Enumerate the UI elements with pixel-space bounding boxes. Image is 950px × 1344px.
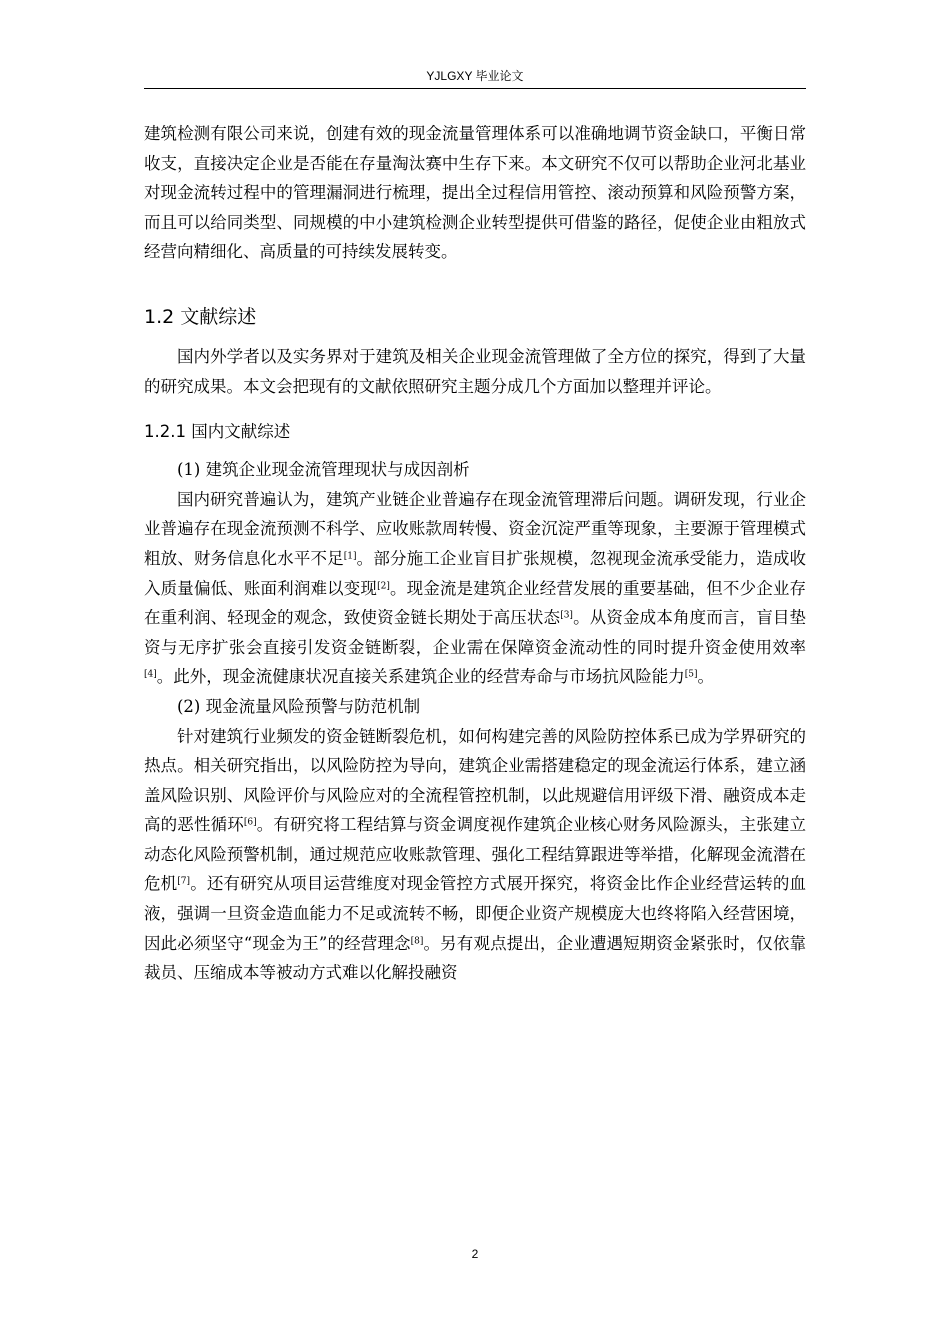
text-run: 。另有观点提出，企业遭遇短期资金紧张时，仅依靠裁员、压缩成本等被动方式难以化解投融资	[144, 933, 806, 983]
citation-ref-3: [3]	[560, 610, 573, 621]
subsection-heading-1-2-1: 1.2.1 国内文献综述	[144, 422, 291, 442]
page-number: 2	[471, 1247, 479, 1261]
body-text	[144, 119, 806, 988]
text-run: 。有研究将工程结算与资金调度视作建筑企业核心财务风险源头，主张建立动态化风险预警机制，通过规范应收账款管理、强化工程结算跟进等举措，化解现金流潜在危机	[144, 815, 807, 894]
citation-ref-6: [6]	[243, 817, 257, 828]
text-run: 。部分施工企业盲目扩张规模，忽视现金流承受能力，造成收入质量偏低、账面利润难以变现	[144, 548, 807, 598]
text-run: 。	[697, 667, 714, 687]
paragraph-topic-1	[144, 485, 806, 692]
citation-ref-8: [8]	[410, 936, 424, 947]
paragraph-intro-continued: 建筑检测有限公司来说，创建有效的现金流量管理体系可以准确地调节资金缺口，平衡日常收支，直接决定企业是否能在存量淘汰赛中生存下来。本文研究不仅可以帮助企业河北基业对现金流转过程中的管理漏洞进行梳理，提出全过程信用管控、滚动预算和风险预警方案，而且可以给同类型、同规模的中小建筑检测企业转型提供可借鉴的路径，促使企业由粗放式经营向精细化、高质量的可持续发展转变。	[144, 124, 806, 262]
citation-ref-5: [5]	[684, 669, 698, 680]
text-run: 。从资金成本角度而言，盲目垫资与无序扩张会直接引发资金链断裂，企业需在保障资金流动性的同时提升资金使用效率	[144, 608, 807, 657]
paragraph-literature-overview: 国内外学者以及实务界对于建筑及相关企业现金流管理做了全方位的探究，得到了大量的研究成果。本文会把现有的文献依照研究主题分成几个方面加以整理并评论。	[144, 346, 806, 396]
section-heading-1-2: 1.2 文献综述	[144, 305, 257, 328]
topic-heading-2: (2) 现金流量风险预警与防范机制	[177, 696, 421, 716]
citation-ref-1: [1]	[343, 551, 357, 562]
header-rule	[144, 88, 806, 89]
citation-ref-4: [4]	[144, 669, 157, 680]
text-run: 针对建筑行业频发的资金链断裂危机，如何构建完善的风险防控体系已成为学界研究的热点。相关研究指出，以风险防控为导向，建筑企业需搭建稳定的现金流运行体系，建立涵盖风险识别、风险评价与风险应对的全流程管控机制，以此规避信用评级下滑、融资成本走高的恶性循环	[144, 726, 806, 835]
running-header: YJLGXY 毕业论文	[426, 69, 524, 83]
text-run: 。还有研究从项目运营维度对现金管控方式展开探究，将资金比作企业经营运转的血液，强调一旦资金造血能力不足或流转不畅，即便企业资产规模庞大也终将陷入经营困境，因此必须坚守“现金为王”的经营理念	[144, 874, 807, 953]
citation-ref-2: [2]	[377, 581, 390, 592]
paragraph-topic-2	[144, 722, 806, 988]
citation-ref-7: [7]	[177, 877, 191, 888]
topic-heading-1: (1) 建筑企业现金流管理现状与成因剖析	[177, 460, 470, 480]
text-run: 国内研究普遍认为，建筑产业链企业普遍存在现金流管理滞后问题。调研发现，行业企业普遍存在现金流预测不科学、应收账款周转慢、资金沉淀严重等现象，主要源于管理模式粗放、财务信息化水平不足	[144, 489, 806, 568]
text-run: 。现金流是建筑企业经营发展的重要基础，但不少企业存在重利润、轻现金的观念，致使资金链长期处于高压状态	[144, 578, 807, 628]
text-run: 。此外，现金流健康状况直接关系建筑企业的经营寿命与市场抗风险能力	[156, 667, 685, 687]
